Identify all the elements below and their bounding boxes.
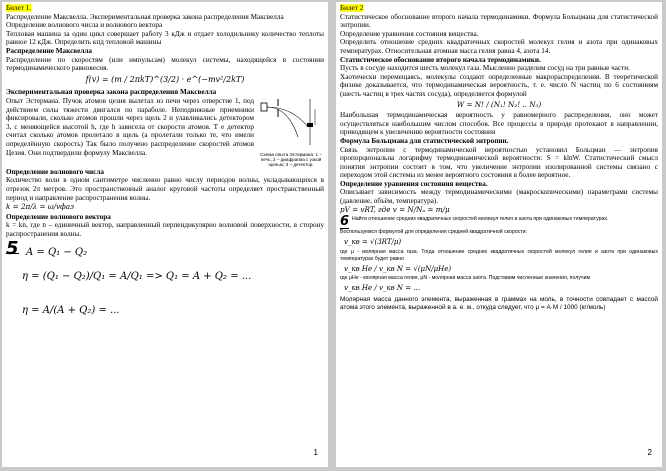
solution-formula-1: v_кв = √(3RT/μ) [344, 238, 402, 247]
ticket-title: Билет 1. [6, 4, 32, 12]
question-1: Распределение Максвелла. Экспериментальная проверка закона распределения Максвелла [6, 12, 284, 21]
estermann-diagram [258, 97, 324, 149]
estermann-figure [258, 97, 324, 168]
solution-formula-3: v_кв He / v_кв N = ... [344, 284, 421, 293]
state-text: Описывает зависимость между термодинамическими (макроскопическими) параметрами системы (давление, объём, температура). [340, 188, 658, 206]
page-2 [336, 2, 662, 467]
heading-statistical: Статистическое обоснование второго начала термодинамики. [340, 55, 541, 64]
page-1 [2, 2, 328, 467]
state-formula: pV = vRT, где v = N/Nₐ = m/μ [340, 204, 450, 214]
ticket-title: Билет 2 [340, 4, 364, 12]
molar-mass-note: Молярная масса данного элемента, выраженная в граммах на моль, в точности совпадает с массой атома этого элемента, выраженной в а. е. м., откуда следует, что μ = A·M / 1000 (кг/моль) [340, 296, 658, 311]
figure-caption: Схема опыта Эстермана: 1 – печь; 2 – диафрагма с узкой щелью; 3 – детектор. [260, 151, 322, 168]
wavevector-text: k = kn, где n – единичный вектор, направленный перпендикулярно волновой поверхности, в сторону распространения волны. [6, 221, 324, 238]
maxwell-formula: f(v) = (m / 2πkT)^(3/2) · e^(−mv²/2kT) [85, 74, 245, 84]
handwritten-solution [6, 237, 324, 355]
heading-state-equation: Определение уравнения состояния вещества. [340, 179, 488, 188]
statistical-text-3: Наибольшая термодинамическая вероятность у равномерного распределения, оно может осуществляться наибольшим числом способов. Все процессы в природе протекают в направлении, приводящем к увеличению вероятности состояния [340, 111, 658, 137]
solution-formula-2: v_кв He / v_кв N = √(μN/μHe) [344, 264, 452, 273]
hand-equation-1: A = Q₁ − Q₂ [26, 246, 88, 258]
scanned-solution [340, 216, 658, 311]
statistical-text-2: Хаотически перемещаясь, молекулы создают определенные макрораспределения. В теоретической физике доказывается, что термодинамическая вероятность, т. е. число N частиц по 6 состояниям (шесть частиц в трех частях сосуда), определяется формулой [340, 72, 658, 98]
handwritten-mark: 6 [340, 214, 350, 230]
experiment-text: Опыт Эстермана. Пучок атомов цезия вылетал из печи через отверстие 1, под действием силы тяжести двигался по параболе. Неподвижные приемники фиксировали, сколько атомов прошли через щель 2 и улавливались детектором 3, с меняющейся высотой h, где h зависела от скорости атомов. Т е детектор считал сколько атомов пролетало в щель (а пролетали только те, что имели определённую скорость) Так было получено распределение скоростей атомов Цезия. Они подтвердили формулу Максвелла. [6, 96, 254, 157]
question-2: Определение волнового числа и волнового вектора [6, 21, 163, 30]
page-number: 1 [313, 448, 318, 457]
heading-experiment: Экспериментальная проверка закона распределения Максвелла [6, 88, 217, 97]
boltzmann-text: Связь энтропии с термодинамической вероятностью установил Больцман — энтропия пропорциональна логарифму термодинамической вероятности: S = klnW. Статистический смысл понятия энтропии состоит в том, что увеличение энтропии изолированной системы связано с переходом этой системы из менее вероятного состояния в более вероятное. [340, 145, 658, 180]
question-3: Тепловая машина за один цикл совершает работу 3 кДж и отдает холодильнику количество теплоты равное 12 кДж. Определить кпд тепловой машины [6, 29, 324, 47]
statistical-formula: W = N! / (N₁! N₂! .. N₃) [456, 99, 542, 109]
question-2: Определение уравнения состояния вещества. [340, 29, 479, 38]
solution-given: Воспользуемся формулой для определения средней квадратичной скорости: [340, 229, 528, 236]
question-3: Определить отношение средних квадратичных скоростей молекул гелия и азота при одинаковых температурах. Относительная атомная масса гелия равна 4, азота 14. [340, 38, 658, 55]
page-number: 2 [647, 448, 652, 457]
heading-boltzmann: Формула Больцмана для статистической энтропии. [340, 136, 509, 145]
handwritten-mark: 5 [6, 237, 19, 259]
wavenumber-text: Количество волн в одном сантиметре численно равно числу периодов волны, укладывающихся в отрезок 2π метров. Это пространственный аналог круговой частоты определяет пространственный период и направление распространения волны. [6, 176, 324, 202]
solution-task: Найти отношение средних квадратичных скоростей молекул гелия и азота при одинаковых температурах. [352, 216, 609, 223]
heading-maxwell: Распределение Максвелла [6, 46, 92, 55]
solution-where: где μ - молярная масса газа. Тогда отношение средних квадратичных скоростей молекул гелия и азота при одинаковых температурах будет равно [340, 248, 658, 262]
heading-wavevector: Определение волнового вектора [6, 212, 111, 221]
statistical-text-1: Пусть в сосуде находится шесть молекул газа. Мысленно разделим сосуд на три равные части. [340, 64, 630, 73]
hand-equation-3: η = A/(A + Q₂) = ... [22, 304, 120, 316]
wavenumber-formula: k = 2π/λ = ω/vфаз [6, 202, 74, 212]
solution-where-2: где μHe - молярная масса гелия, μN - молярная масса азота. Подставим численные значения, получим [340, 275, 591, 282]
heading-wavenumber: Определение волнового числа [6, 167, 104, 176]
maxwell-text: Распределение по скоростям (или импульсам) молекул системы, находящейся в состоянии термодинамического равновесия. [6, 55, 324, 73]
hand-equation-2: η = (Q₁ − Q₂)/Q₁ = A/Q₁ => Q₁ = A + Q₂ = ... [22, 270, 252, 282]
question-1: Статистическое обоснование второго начала термодинамики. Формула Больцмана для статистической энтропии. [340, 12, 658, 30]
